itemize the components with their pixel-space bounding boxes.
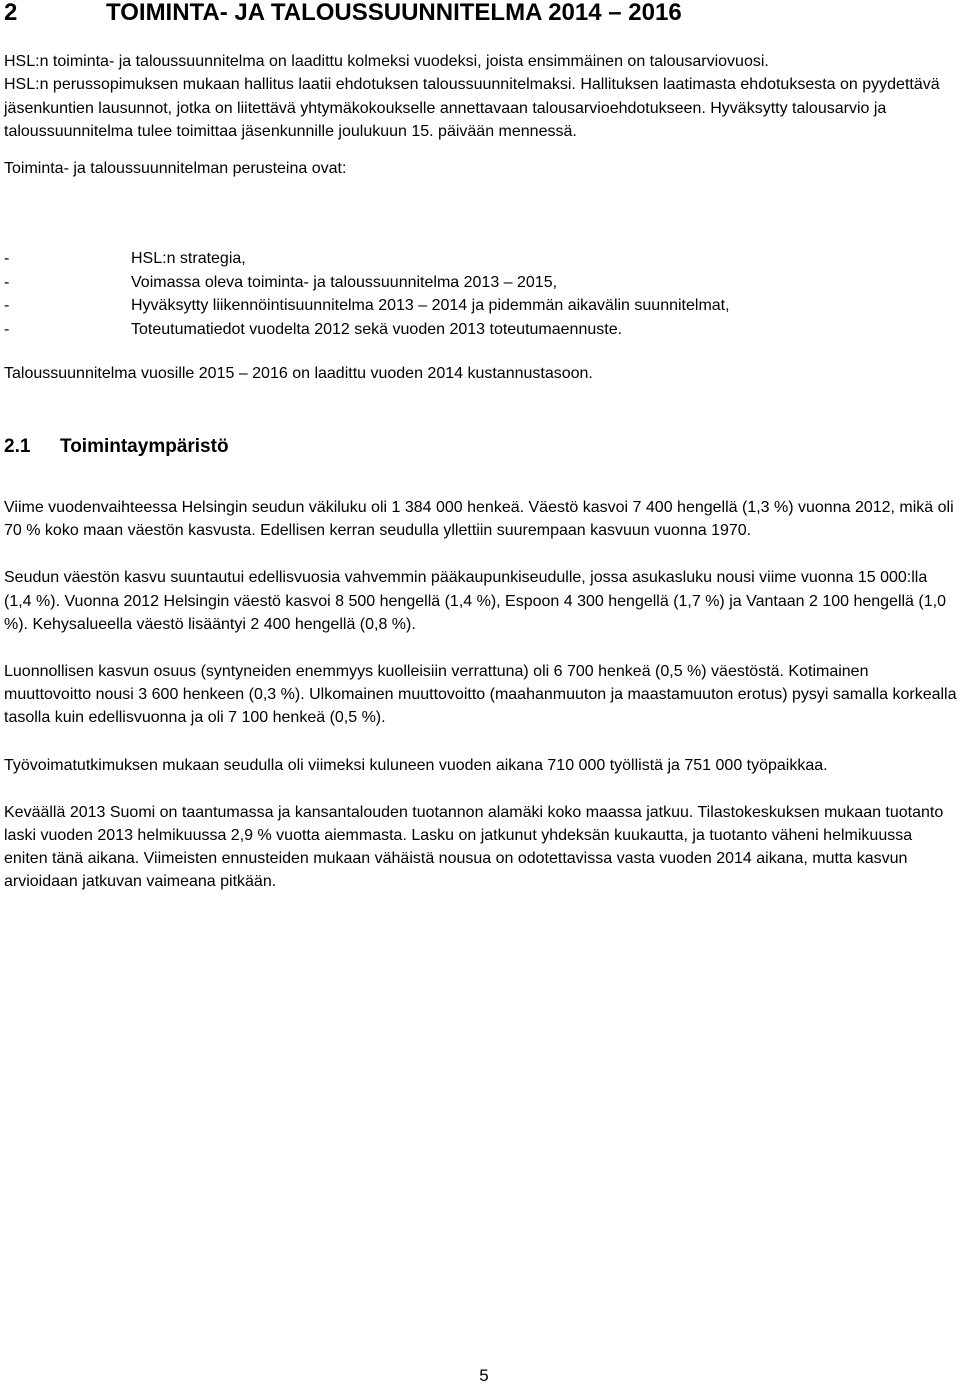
list-item: - HSL:n strategia, bbox=[4, 250, 246, 267]
list-intro: Toiminta- ja taloussuunnitelman perusteina ovat: bbox=[4, 160, 347, 178]
intro-line: HSL:n toiminta- ja taloussuunnitelma on laadittu kolmeksi vuodeksi, joista ensimmäinen on talousarviovuosi. bbox=[4, 53, 769, 70]
section-heading bbox=[4, 436, 229, 458]
paragraph: Viime vuodenvaihteessa Helsingin seudun väkiluku oli 1 384 000 henkeä. Väestö kasvoi 7 400 hengellä (1,3 %) vuonna 2012, mikä oli 70 % koko maan väestön kasvusta. Edellisen kerran seudulla yllettiin suurempaan kasvuun vuonna 1970. bbox=[4, 499, 954, 540]
list-item: - Voimassa oleva toiminta- ja taloussuunnitelma 2013 – 2015, bbox=[4, 273, 558, 291]
chapter-number: 2 bbox=[4, 0, 18, 26]
page-number: 5 bbox=[479, 1366, 489, 1385]
intro-section bbox=[4, 50, 956, 180]
section-body bbox=[4, 496, 959, 918]
section-number: 2.1 bbox=[4, 436, 31, 457]
plan-note: Taloussuunnitelma vuosille 2015 – 2016 on laadittu vuoden 2014 kustannustasoon. bbox=[4, 365, 593, 382]
bases-list bbox=[4, 247, 730, 341]
list-item: - Toteutumatiedot vuodelta 2012 sekä vuoden 2013 toteutumaennuste. bbox=[4, 320, 623, 338]
section-title: Toimintaympäristö bbox=[60, 436, 229, 457]
chapter-heading bbox=[4, 0, 682, 26]
paragraph: Työvoimatutkimuksen mukaan seudulla oli viimeksi kuluneen vuoden aikana 710 000 työllistä ja 751 000 työpaikkaa. bbox=[4, 756, 828, 774]
page-footer bbox=[0, 1366, 960, 1386]
paragraph: Seudun väestön kasvu suuntautui edellisvuosia vahvemmin pääkaupunkiseudulle, jossa asukasluku nousi viime vuonna 15 000:lla (1,4 %). Vuonna 2012 Helsingin väestö kasvoi 8 500 hengellä (1,4 %), Espoon 4 300 hengellä (1,7 %) ja Vantaan 2 100 hengellä (1,0 %). Kehysalueella väestö lisääntyi 2 400 hengellä (0,8 %). bbox=[4, 569, 946, 633]
intro-paragraph: HSL:n perussopimuksen mukaan hallitus laatii ehdotuksen taloussuunnitelmaksi. Hallituksen laatimasta ehdotuksesta on pyydettävä jäsenkuntien lausunnot, jotka on liitettävä yhtymäkokoukselle annettavaan talousarvioehdotukseen. Hyväksytty talousarvio ja taloussuunnitelma tulee toimittaa jäsenkunnille joulukuun 15. päivään mennessä. bbox=[4, 76, 940, 140]
paragraph: Keväällä 2013 Suomi on taantumassa ja kansantalouden tuotannon alamäki koko maassa jatkuu. Tilastokeskuksen mukaan tuotanto laski vuoden 2013 helmikuussa 2,9 % vuotta aiemmasta. Lasku on jatkunut yhdeksän kuukautta, ja tuotanto väheni helmikuussa eniten tänä aikana. Viimeisten ennusteiden mukaan vähäistä nousua on odotettavissa vasta vuoden 2014 aikana, mutta kasvun arvioidaan jatkuvan vaimeana pitkään. bbox=[4, 803, 944, 891]
list-item: - Hyväksytty liikennöintisuunnitelma 2013 – 2014 ja pidemmän aikavälin suunnitelmat, bbox=[4, 297, 730, 314]
paragraph: Luonnollisen kasvun osuus (syntyneiden enemmyys kuolleisiin verrattuna) oli 6 700 henkeä (0,5 %) väestöstä. Kotimainen muuttovoitto nousi 3 600 henkeen (0,3 %). Ulkomainen muuttovoitto (maahanmuuton ja maastamuuton erotus) pysyi samalla korkealla tasolla kuin edellisvuonna ja oli 7 100 henkeä (0,5 %). bbox=[4, 663, 957, 727]
chapter-title: TOIMINTA- JA TALOUSSUUNNITELMA 2014 – 2016 bbox=[106, 0, 682, 26]
